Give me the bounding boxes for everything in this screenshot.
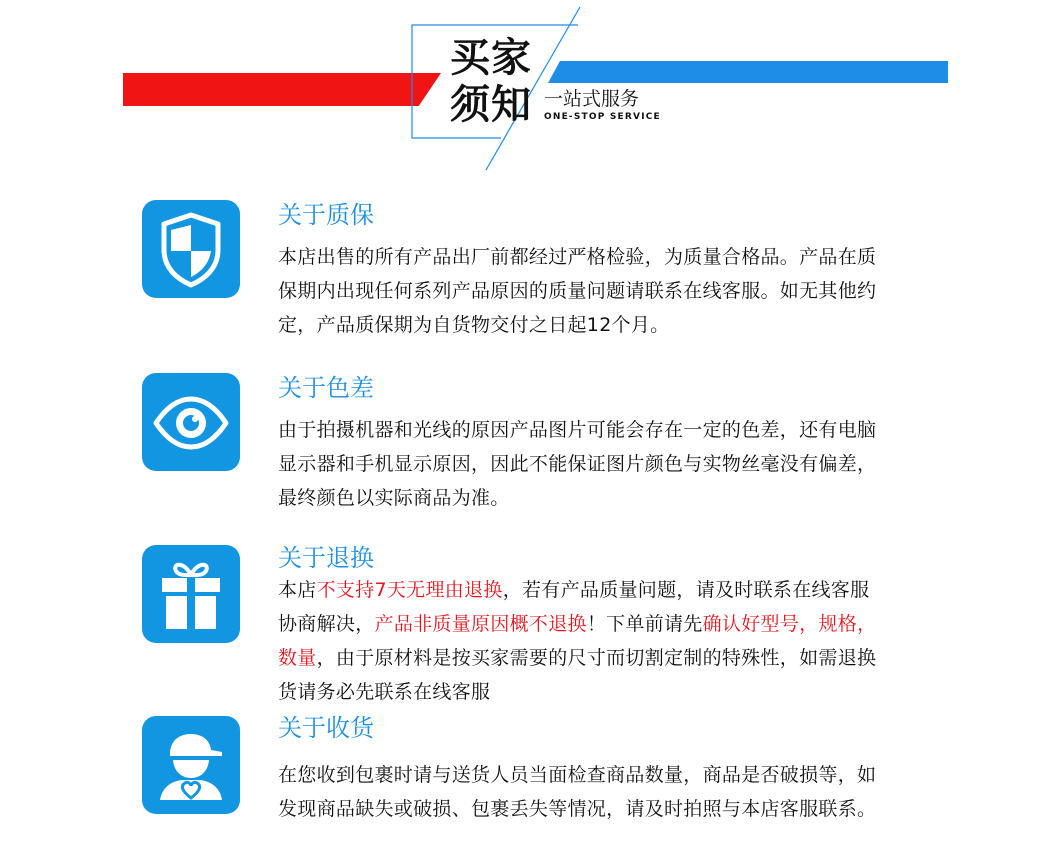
subtitle-cn: 一站式服务	[544, 88, 640, 110]
section-title: 关于质保	[278, 201, 374, 229]
body-line	[278, 641, 938, 675]
title-line-2: 须知	[450, 82, 532, 128]
body-line: 显示器和手机显示原因，因此不能保证图片颜色与实物丝毫没有偏差，	[278, 453, 877, 475]
section-body	[278, 573, 938, 709]
section-body	[278, 240, 938, 342]
section-body	[278, 758, 938, 826]
highlight-segment: 产品非质量原因概不退换	[374, 613, 587, 635]
red-stripe	[123, 73, 441, 106]
text-segment: ，由于原材料是按买家需要的尺寸而切割定制的特殊性，如需退换	[316, 647, 877, 669]
body-line: 货请务必先联系在线客服	[278, 681, 491, 703]
header-banner	[0, 0, 1055, 175]
body-line: 定，产品质保期为自货物交付之日起12个月。	[278, 314, 670, 336]
body-line	[278, 607, 938, 641]
title-line-1: 买家	[450, 35, 532, 81]
eye-icon	[142, 373, 240, 471]
body-line: 最终颜色以实际商品为准。	[278, 487, 510, 509]
text-segment: ，若有产品质量问题，请及时联系在线客服	[502, 579, 870, 601]
text-segment: 本店	[278, 579, 317, 601]
section-body	[278, 413, 938, 515]
section-title: 关于色差	[278, 374, 374, 402]
section-title: 关于退换	[278, 544, 374, 572]
body-line: 在您收到包裹时请与送货人员当面检查商品数量，商品是否破损等，如	[278, 764, 877, 786]
subtitle-en: ONE-STOP SERVICE	[544, 112, 661, 122]
body-line: 由于拍摄机器和光线的原因产品图片可能会存在一定的色差，还有电脑	[278, 419, 877, 441]
text-segment: 协商解决，	[278, 613, 375, 635]
delivery-person-icon	[142, 716, 240, 814]
body-line: 保期内出现任何系列产品原因的质量问题请联系在线客服。如无其他约	[278, 280, 877, 302]
body-line: 发现商品缺失或破损、包裹丢失等情况，请及时拍照与本店客服联系。	[278, 798, 877, 820]
highlight-segment: 确认好型号，规格，	[702, 613, 877, 635]
highlight-segment: 不支持7天无理由退换	[316, 579, 503, 601]
shield-icon	[142, 200, 240, 298]
body-line	[278, 573, 938, 607]
body-line: 本店出售的所有产品出厂前都经过严格检验，为质量合格品。产品在质	[278, 246, 877, 268]
section-title: 关于收货	[278, 714, 374, 742]
blue-stripe	[548, 61, 948, 83]
text-segment: ！下单前请先	[586, 613, 703, 635]
gift-icon	[142, 545, 240, 643]
highlight-segment: 数量	[278, 647, 317, 669]
